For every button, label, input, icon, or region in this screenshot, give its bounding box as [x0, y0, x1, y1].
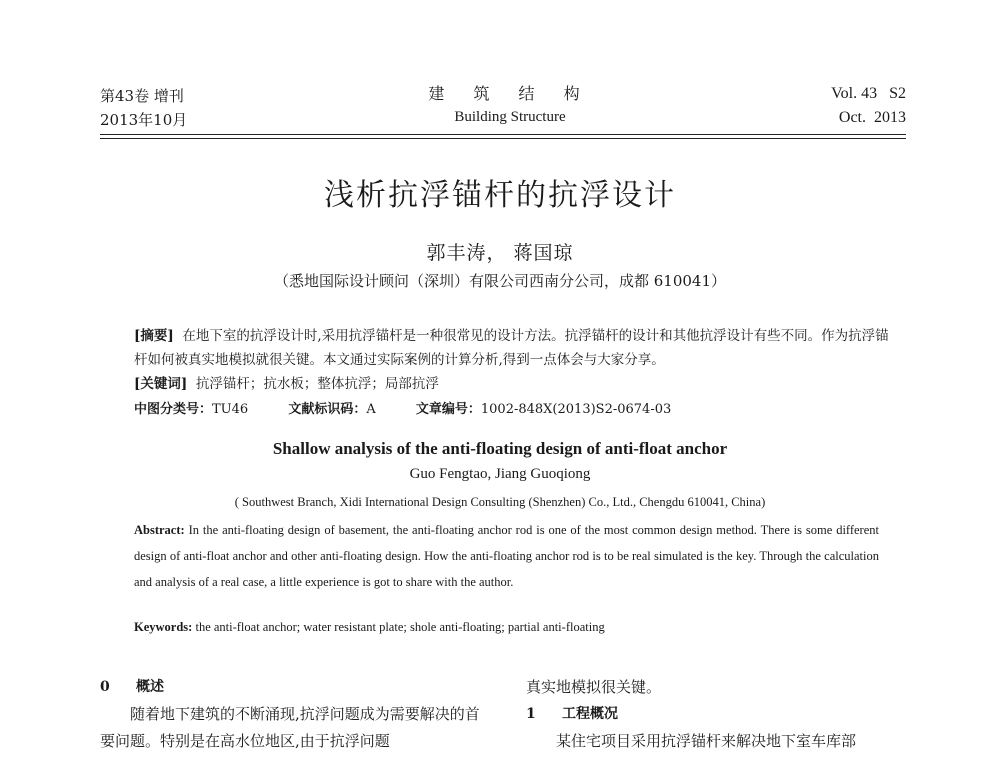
authors-en: Guo Fengtao, Jiang Guoqiong: [409, 466, 591, 482]
header-right: [831, 82, 906, 130]
keywords-cn-label: [关键词]: [134, 376, 188, 392]
abstract-cn-text: 在地下室的抗浮设计时,采用抗浮锚杆是一种很常见的设计方法。抗浮锚杆的设计和其他抗浮设计有些不同。作为抗浮锚杆如何被真实地模拟就很关键。本文通过实际案例的计算分析,得到一点体会与大家分享。: [134, 328, 889, 368]
date-en: Oct. 2013: [838, 109, 906, 126]
section-0-heading: [100, 674, 490, 701]
keywords-en-label: Keywords: [134, 620, 189, 634]
volume-en: Vol. 43 S2: [831, 85, 906, 102]
abstract-cn-body: [134, 324, 894, 372]
section-1-number: 1: [526, 706, 536, 722]
section-0-title: 概述: [136, 679, 164, 695]
header-left: [100, 84, 187, 132]
header-rule-bottom: [100, 138, 906, 139]
section-1-heading: [526, 701, 916, 728]
keywords-en-text: the anti-float anchor; water resistant plate; shole anti-floating; partial anti-floating: [195, 620, 605, 634]
clc-value: TU46: [212, 402, 249, 417]
continued-text: 真实地模拟很关键。: [526, 678, 662, 696]
classification-line: [134, 398, 707, 417]
article-value: 1002-848X(2013)S2-0674-03: [480, 402, 672, 417]
volume-cn: 第43卷 增刊: [100, 87, 184, 105]
header-rule-top: [100, 134, 906, 135]
doc-label: 文献标识码：: [288, 402, 367, 417]
journal-name-en: Building Structure: [454, 109, 566, 125]
keywords-en: Keywords: the anti-float anchor; water resistant plate; shole anti-floating; partial anti-floating: [134, 620, 605, 634]
abstract-en-text: In the anti-floating design of basement, the anti-floating anchor rod is one of the most common design method. There is some different design of anti-float anchor and other anti-floating design. How the anti-floating anchor rod is to be real simulated is the key. Through the calculation and analysis of a real case, a little experience is got to share with the author.: [134, 523, 879, 589]
clc-label: 中图分类号：: [134, 402, 213, 417]
paper-title: 浅析抗浮锚杆的抗浮设计: [324, 178, 676, 213]
section-0-number: 0: [100, 679, 110, 695]
date-cn: 2013年10月: [100, 111, 188, 129]
affiliation-en: ( Southwest Branch, Xidi International Design Consulting (Shenzhen) Co., Ltd., Chengdu 610041, China): [234, 495, 766, 509]
doc-value: A: [366, 402, 376, 417]
keywords-cn-text: 抗浮锚杆；抗水板；整体抗浮；局部抗浮: [195, 376, 439, 392]
body-column-left: [100, 674, 490, 755]
abstract-cn: [134, 324, 894, 396]
section-0-paragraph: 随着地下建筑的不断涌现,抗浮问题成为需要解决的首要问题。特别是在高水位地区,由于抗浮问题: [100, 705, 480, 750]
authors: 郭丰涛， 蒋国琼: [426, 242, 574, 264]
paper-title-en: Shallow analysis of the anti-floating design of anti-float anchor: [272, 439, 728, 458]
affiliation: （悉地国际设计顾问（深圳）有限公司西南分公司，成都 610041）: [273, 272, 727, 290]
keywords-cn: [134, 372, 894, 396]
abstract-cn-label: [摘要]: [134, 328, 174, 344]
header-center: [380, 82, 640, 128]
article-label: 文章编号：: [415, 402, 481, 417]
abstract-en-label: Abstract: [134, 523, 181, 537]
section-1-title: 工程概况: [562, 706, 618, 722]
body-column-right: [526, 674, 916, 755]
abstract-en: Abstract: In the anti-floating design of basement, the anti-floating anchor rod is one of the most common design method. There is some different design of anti-float anchor and other anti-floating design. How the anti-floating anchor rod is to be real simulated is the key. Through the calculation and analysis of a real case, a little experience is got to share with the author.: [134, 523, 879, 589]
journal-name-cn: 建 筑 结 构: [428, 84, 592, 103]
section-1-paragraph: 某住宅项目采用抗浮锚杆来解决地下室车库部: [556, 732, 857, 750]
